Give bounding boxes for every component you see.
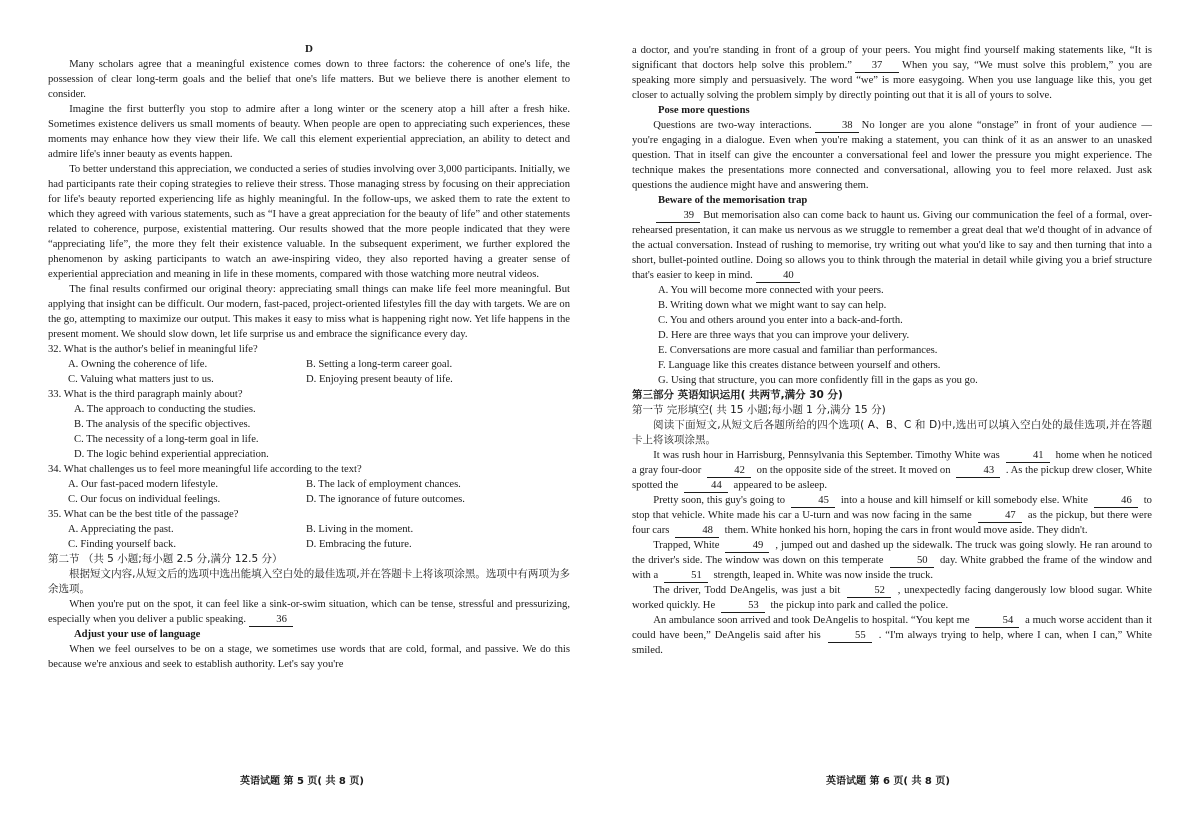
answer-option: B. Writing down what we might want to say can help. bbox=[658, 300, 887, 311]
section2-title: 第二节 （共 5 小题;每小题 2.5 分,满分 12.5 分） bbox=[48, 553, 283, 565]
cloze-passage bbox=[632, 448, 1152, 658]
passage-paragraph: 39 But memorisation also can come back to haunt us. Giving our communication the feel of a formal, over-rehearsed presentation, it can make us nervous as we struggle to remember a great deal that we'd thought of in advance of the actual conversation. Instead of rushing to memorise, try writing out what you'd like to say and then turning that into a short, bullet-pointed outline. Doing so allows you to think through the material in detail while giving you a brief structure that's easier to keep in mind. 40 bbox=[632, 210, 1152, 281]
subheading-questions: Pose more questions bbox=[658, 105, 750, 116]
passage-paragraph: When you're put on the spot, it can feel like a sink-or-swim situation, which can be tense, stressful and pressurizing, especially when you deliver a public speaking. 36 bbox=[48, 599, 570, 625]
right-page bbox=[632, 43, 1152, 658]
answer-option: C. You and others around you enter into a back-and-forth. bbox=[658, 315, 903, 326]
option-grid bbox=[48, 522, 570, 552]
blank-39: 39 bbox=[656, 210, 700, 223]
blank-53: 53 bbox=[721, 600, 765, 613]
cloze-text: a much worse accident than it could have been,” DeAngelis said after his bbox=[632, 615, 1152, 641]
cloze-text: The driver, Todd DeAngelis, was just a bit bbox=[653, 585, 841, 596]
blank-43: 43 bbox=[956, 465, 1000, 478]
blank-52: 52 bbox=[847, 585, 891, 598]
answer-option: A. The approach to conducting the studies. bbox=[74, 404, 256, 415]
cloze-text: as the pickup, but there were four cars bbox=[632, 510, 1152, 536]
section1-instructions: 阅读下面短文,从短文后各题所给的四个选项( A、B、C 和 D)中,选出可以填入空白处的最佳选项,并在答题卡上将该项涂黑。 bbox=[632, 419, 1152, 446]
section2-instructions: 根据短文内容,从短文后的选项中选出能填入空白处的最佳选项,并在答题卡上将该项涂黑。选项中有两项为多余选项。 bbox=[48, 568, 570, 595]
blank-50: 50 bbox=[890, 555, 934, 568]
answer-option: E. Conversations are more casual and familiar than performances. bbox=[658, 345, 938, 356]
blank-48: 48 bbox=[675, 525, 719, 538]
cloze-paragraph bbox=[632, 583, 1152, 613]
answer-option: D. Enjoying present beauty of life. bbox=[306, 374, 453, 385]
page-footer-right: 英语试题 第 6 页( 共 8 页) bbox=[826, 776, 950, 787]
passage-d-heading: D bbox=[305, 43, 313, 55]
part3-title: 第三部分 英语知识运用( 共两节,满分 30 分) bbox=[632, 389, 843, 401]
cloze-text: the pickup into park and called the police. bbox=[770, 600, 949, 611]
answer-option: G. Using that structure, you can more confidently fill in the gaps as you go. bbox=[658, 375, 978, 386]
cloze-text: them. White honked his horn, hoping the cars in front would move aside. They didn't. bbox=[724, 525, 1088, 536]
answer-option: D. The ignorance of future outcomes. bbox=[306, 494, 465, 505]
question-stem: 33. What is the third paragraph mainly about? bbox=[48, 389, 243, 400]
answer-option: C. Finding yourself back. bbox=[68, 539, 176, 550]
option-grid bbox=[48, 477, 570, 507]
cloze-text: to stop that vehicle. White made his car a U-turn and was now facing in the same bbox=[632, 495, 1152, 521]
passage-paragraph: Questions are two-way interactions. 38 No longer are you alone “onstage” in front of your audience — you're engaging in a dialogue. Even when you're making a statement, you can think of it as an answer to an unasked question. That in itself can give the encounter a conversational feel and lower the pressure you might experience. The technique makes the presentations more connected and conversational, allowing you to feel more relaxed. Just ask questions the audience might have and answering them. bbox=[632, 120, 1152, 191]
cloze-text: . As the pickup drew closer, White spotted the bbox=[632, 465, 1152, 491]
passage-paragraph: When we feel ourselves to be on a stage, we sometimes use words that are cold, formal, and passive. We do this because we're anxious and seek to establish authority. Let's say you're bbox=[48, 644, 570, 670]
subheading-memorisation: Beware of the memorisation trap bbox=[658, 195, 808, 206]
cloze-text: into a house and kill himself or kill somebody else. White bbox=[840, 495, 1088, 506]
answer-option: C. The necessity of a long-term goal in life. bbox=[74, 434, 259, 445]
cloze-text: strength, leaped in. White was now inside the truck. bbox=[713, 570, 934, 581]
answer-option: B. Living in the moment. bbox=[306, 524, 414, 535]
cloze-paragraph bbox=[632, 448, 1152, 493]
page-footer-left: 英语试题 第 5 页( 共 8 页) bbox=[240, 776, 364, 787]
section1-title: 第一节 完形填空( 共 15 小题;每小题 1 分,满分 15 分) bbox=[632, 404, 886, 416]
answer-option: B. The lack of employment chances. bbox=[306, 479, 461, 490]
blank-55: 55 bbox=[828, 630, 872, 643]
question-stem: 32. What is the author's belief in meaningful life? bbox=[48, 344, 258, 355]
answer-option: D. Embracing the future. bbox=[306, 539, 412, 550]
cloze-paragraph bbox=[632, 493, 1152, 538]
passage-paragraph: Imagine the first butterfly you stop to admire after a long winter or the scenery atop a hill after a fresh hike. Sometimes existence delivers us small moments of beauty. When people are open to appreciating such experiences, these moments may enhance how they view their life. We call this element experiential appreciation, an ability to detect and admire life's inner beauty as events happen. bbox=[48, 104, 570, 160]
blank-51: 51 bbox=[664, 570, 708, 583]
answer-option: A. Owning the coherence of life. bbox=[68, 359, 208, 370]
answer-option: B. The analysis of the specific objectives. bbox=[74, 419, 251, 430]
blank-49: 49 bbox=[725, 540, 769, 553]
answer-option: C. Our focus on individual feelings. bbox=[68, 494, 221, 505]
answer-option: C. Valuing what matters just to us. bbox=[68, 374, 214, 385]
answer-option: D. The logic behind experiential appreciation. bbox=[74, 449, 269, 460]
left-page bbox=[48, 42, 570, 672]
passage-paragraph: To better understand this appreciation, we conducted a series of studies involving over 3,000 participants. Initially, we had participants rate their coping strategies to relieve their stress. Those managing stress by focusing on their appreciation for life's beauty reported experiencing life as highly meaningful. In the follow-ups, we asked them to rate the extent to which they agreed with various statements, such as “I have a great appreciation for the beauty of life” and other statements related to coherence, purpose, existential mattering. Our results showed that the more people indicated that they were “appreciating life”, the more they felt their existence valuable. In the subsequent experiment, we further explored the phenomenon by asking participants to watch an awe-inspiring video, they also reported having a greater sense of experiential appreciation and meaning in life in these moments, compared with those watching more neutral videos. bbox=[48, 164, 570, 280]
answer-option: A. Appreciating the past. bbox=[68, 524, 174, 535]
blank-36: 36 bbox=[249, 614, 293, 627]
answer-option: A. Our fast-paced modern lifestyle. bbox=[68, 479, 219, 490]
answer-option: A. You will become more connected with your peers. bbox=[658, 285, 884, 296]
blank-38: 38 bbox=[815, 120, 859, 133]
cloze-paragraph bbox=[632, 538, 1152, 583]
question-stem: 34. What challenges us to feel more meaningful life according to the text? bbox=[48, 464, 362, 475]
answer-option: D. Here are three ways that you can improve your delivery. bbox=[658, 330, 910, 341]
passage-paragraph: a doctor, and you're standing in front of a group of your peers. You might find yourself making statements like, “It is significant that doctors help solve this problem.” 37 When you say, “We must solve this problem,” you are speaking more simply and persuasively. The word “we” is more easygoing. When you use language like this, you get closer to actually solving the problem simply by directly pointing out that it is all of yours to solve. bbox=[632, 45, 1152, 101]
cloze-text: on the opposite side of the street. It moved on bbox=[756, 465, 951, 476]
cloze-text: appeared to be asleep. bbox=[733, 480, 828, 491]
question-stem: 35. What can be the best title of the passage? bbox=[48, 509, 239, 520]
question-list bbox=[48, 342, 570, 552]
blank-41: 41 bbox=[1006, 450, 1050, 463]
cloze-text: day. White grabbed the frame of the window and with a bbox=[632, 555, 1152, 581]
subheading-language: Adjust your use of language bbox=[74, 629, 201, 640]
option-list bbox=[632, 283, 1152, 388]
blank-44: 44 bbox=[684, 480, 728, 493]
passage-paragraph: The final results confirmed our original theory: appreciating small things can make life feel more meaningful. But applying that insight can be difficult. Our modern, fast-paced, project-oriented lifestyles fill the day with targets. We are on the go, attempting to maximize our output. This makes it easy to miss what is happening right now. Yet life happens in the present moment. We should slow down, let life surprise us and embrace the significance every day. bbox=[48, 284, 570, 340]
answer-option: F. Language like this creates distance between yourself and others. bbox=[658, 360, 941, 371]
cloze-paragraph bbox=[632, 613, 1152, 658]
cloze-text: , jumped out and dashed up the sidewalk. The truck was going slowly. He ran around to the driver's side. The window was down on this temperate bbox=[632, 540, 1152, 566]
cloze-text: home when he noticed a gray four-door bbox=[632, 450, 1152, 476]
blank-37: 37 bbox=[855, 60, 899, 73]
blank-47: 47 bbox=[978, 510, 1022, 523]
blank-46: 46 bbox=[1094, 495, 1138, 508]
blank-42: 42 bbox=[707, 465, 751, 478]
blank-40: 40 bbox=[756, 270, 800, 283]
passage-paragraph: Many scholars agree that a meaningful existence comes down to three factors: the coherence of one's life, the possession of clear long-term goals and the belief that one's life matters. But we believe there is another element to consider. bbox=[48, 59, 570, 100]
cloze-text: . “I'm always trying to help, where I can, when I can,” White smiled. bbox=[632, 630, 1152, 656]
cloze-text: , unexpectedly facing dangerously low blood sugar. White worked quickly. He bbox=[632, 585, 1152, 611]
option-grid bbox=[48, 357, 570, 387]
cloze-text: Trapped, White bbox=[653, 540, 720, 551]
blank-54: 54 bbox=[975, 615, 1019, 628]
cloze-text: Pretty soon, this guy's going to bbox=[653, 495, 786, 506]
cloze-text: It was rush hour in Harrisburg, Pennsylvania this September. Timothy White was bbox=[653, 450, 1000, 461]
cloze-text: An ambulance soon arrived and took DeAngelis to hospital. “You kept me bbox=[653, 615, 970, 626]
answer-option: B. Setting a long-term career goal. bbox=[306, 359, 453, 370]
blank-45: 45 bbox=[791, 495, 835, 508]
